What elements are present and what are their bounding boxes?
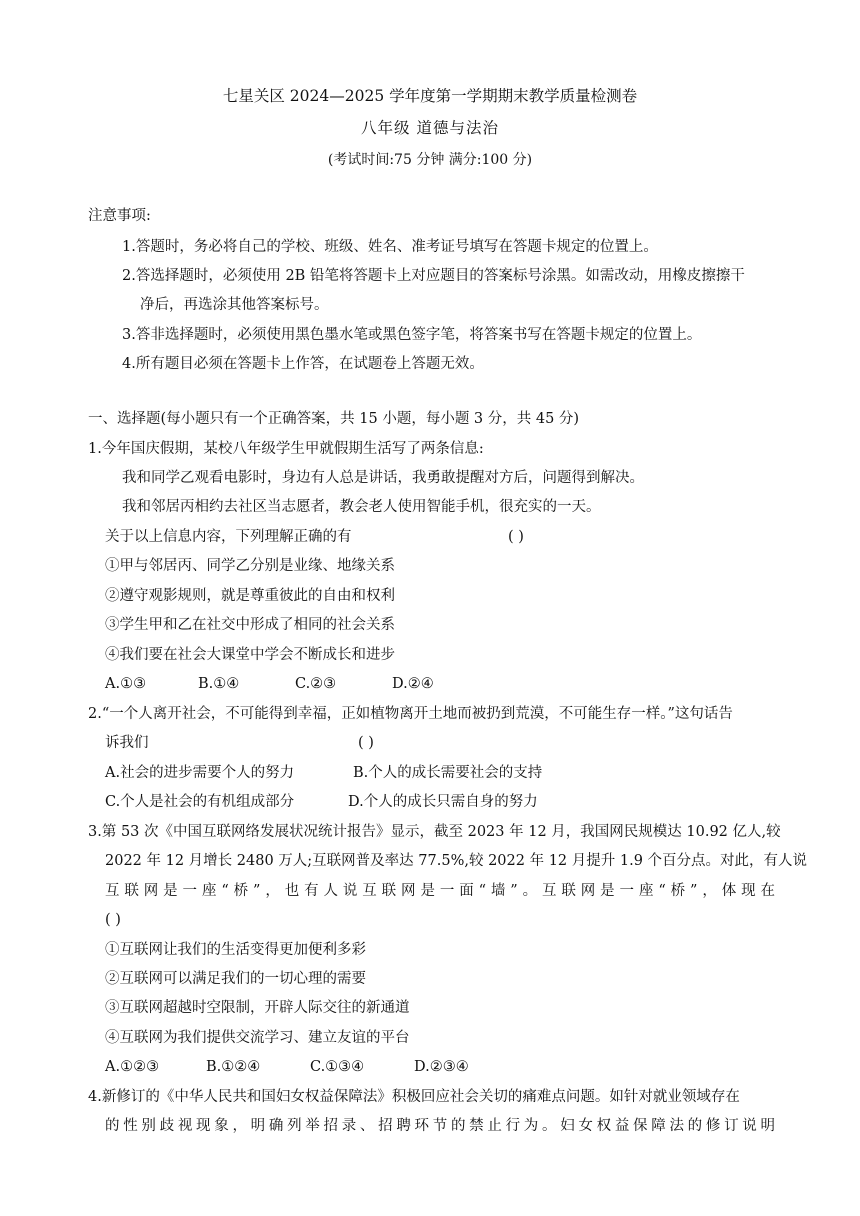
statement-item: ②互联网可以满足我们的一切心理的需要 — [105, 971, 366, 987]
note-item: 2.答选择题时，必须使用 2B 铅笔将答题卡上对应题目的答案标号涂黑。如需改动，用橡皮擦擦干 — [122, 268, 745, 284]
question-stem-continued: 2022 年 12 月增长 2480 万人;互联网普及率达 77.5%,较 2022 年 12 月提升 1.9 个百分点。对此，有人说 — [105, 853, 808, 869]
choice-option: A.①③ — [105, 676, 147, 692]
question-stem: 3.第 53 次《中国互联网络发展状况统计报告》显示，截至 2023 年 12 月，我国网民规模达 10.92 亿人,较 — [88, 824, 781, 840]
note-item: 4.所有题目必须在答题卡上作答，在试题卷上答题无效。 — [122, 356, 484, 372]
statement-item: ①甲与邻居丙、同学乙分别是业缘、地缘关系 — [105, 558, 395, 574]
section-heading: 一、选择题(每小题只有一个正确答案，共 15 小题，每小题 3 分，共 45 分) — [88, 411, 580, 427]
answer-parenthesis: ( ) — [105, 912, 121, 928]
exam-title: 七星关区 2024—2025 学年度第一学期期末教学质量检测卷 — [222, 87, 638, 105]
question-stem: 4.新修订的《中华人民共和国妇女权益保障法》积极回应社会关切的痛难点问题。如针对就业领域存在 — [88, 1089, 740, 1105]
note-item: 1.答题时，务必将自己的学校、班级、姓名、准考证号填写在答题卡规定的位置上。 — [122, 239, 658, 255]
choice-option: D.②④ — [392, 676, 434, 692]
question-stem-continued: 互联网是一座“桥”，也有人说互联网是一面“墙”。互联网是一座“桥”，体现在 — [105, 883, 775, 899]
statement-item: ④我们要在社会大课堂中学会不断成长和进步 — [105, 647, 395, 663]
question-stem: 1.今年国庆假期，某校八年级学生甲就假期生活写了两条信息: — [88, 441, 484, 457]
choice-option: B.个人的成长需要社会的支持 — [353, 765, 543, 781]
question-info: 我和同学乙观看电影时，身边有人总是讲话，我勇敢提醒对方后，问题得到解决。 — [122, 470, 644, 486]
choice-option: D.②③④ — [414, 1059, 469, 1075]
statement-item: ①互联网让我们的生活变得更加便利多彩 — [105, 942, 366, 958]
statement-item: ④互联网为我们提供交流学习、建立友谊的平台 — [105, 1030, 410, 1046]
exam-time-info: (考试时间:75 分钟 满分:100 分) — [327, 152, 533, 168]
statement-item: ②遵守观影规则，就是尊重彼此的自由和权利 — [105, 588, 395, 604]
choice-option: A.①②③ — [105, 1059, 160, 1075]
note-item-continued: 净后，再选涂其他答案标号。 — [140, 297, 329, 313]
choice-option: C.个人是社会的有机组成部分 — [105, 794, 295, 810]
statement-item: ③学生甲和乙在社交中形成了相同的社会关系 — [105, 617, 395, 633]
question-stem-continued: 的性别歧视现象，明确列举招录、招聘环节的禁止行为。妇女权益保障法的修订说明 — [105, 1118, 775, 1134]
question-info: 我和邻居丙相约去社区当志愿者，教会老人使用智能手机，很充实的一天。 — [122, 499, 601, 515]
answer-parenthesis: ( ) — [508, 529, 524, 545]
notes-heading: 注意事项: — [88, 208, 151, 224]
note-item: 3.答非选择题时，必须使用黑色墨水笔或黑色签字笔，将答案书写在答题卡规定的位置上。 — [122, 327, 702, 343]
choice-option: B.①②④ — [206, 1059, 261, 1075]
choice-option: C.②③ — [295, 676, 337, 692]
choice-option: B.①④ — [198, 676, 240, 692]
answer-parenthesis: ( ) — [358, 735, 374, 751]
question-prompt: 关于以上信息内容，下列理解正确的有 — [105, 529, 352, 545]
choice-option: C.①③④ — [310, 1059, 365, 1075]
statement-item: ③互联网超越时空限制，开辟人际交往的新通道 — [105, 1000, 410, 1016]
question-stem-continued: 诉我们 — [105, 735, 149, 751]
choice-option: D.个人的成长只需自身的努力 — [348, 794, 538, 810]
choice-option: A.社会的进步需要个人的努力 — [105, 765, 295, 781]
question-stem: 2.“一个人离开社会，不可能得到幸福，正如植物离开土地而被扔到荒漠，不可能生存一样。”这句话告 — [88, 706, 733, 722]
exam-subtitle: 八年级 道德与法治 — [361, 119, 499, 137]
